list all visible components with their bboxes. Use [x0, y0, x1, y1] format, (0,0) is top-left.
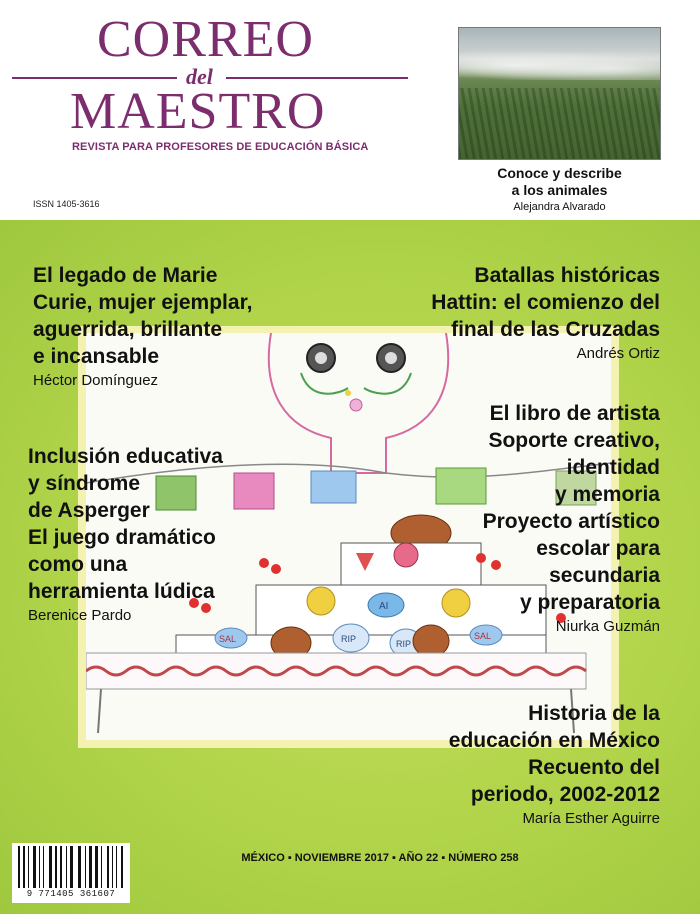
- barcode-bar: [70, 846, 73, 888]
- article-title-line: Curie, mujer ejemplar,: [33, 291, 253, 314]
- article-title-line: escolar para: [536, 537, 660, 560]
- article-batallas-historicas[interactable]: [360, 262, 660, 362]
- barcode-bars: [16, 846, 126, 888]
- article-title-line: secundaria: [549, 564, 660, 587]
- barcode-bar: [43, 846, 44, 888]
- article-inclusion-asperger[interactable]: [28, 443, 253, 624]
- skull-vine-left: [301, 373, 348, 394]
- article-title-line: y memoria: [554, 483, 660, 506]
- masthead: [0, 0, 700, 220]
- article-title-line: herramienta lúdica: [28, 580, 215, 603]
- article-libro-de-artista[interactable]: [395, 400, 660, 635]
- article-author: Andrés Ortiz: [576, 345, 660, 362]
- article-title-line: El juego dramático: [28, 526, 216, 549]
- barcode-bar: [89, 846, 92, 888]
- article-title-line: como una: [28, 553, 128, 576]
- yellow-cup: [307, 587, 335, 615]
- article-title-line: El legado de Marie: [33, 264, 218, 287]
- article-title-line: educación en México: [448, 729, 660, 752]
- article-title-line: Hattin: el comienzo del: [431, 291, 660, 314]
- feature-caption: [458, 165, 661, 199]
- article-title-line: y preparatoria: [519, 591, 660, 614]
- article-title: [360, 262, 660, 343]
- barcode-bar: [85, 846, 86, 888]
- label-rip-left: RIP: [341, 634, 357, 644]
- article-title-line: Historia de la: [528, 702, 660, 725]
- flower-red: [259, 558, 269, 568]
- article-title-line: e incansable: [33, 345, 160, 368]
- feature-caption-line: Conoce y describe: [497, 165, 622, 181]
- barcode-bar: [39, 846, 40, 888]
- label-rip-right: RIP: [396, 639, 412, 649]
- barcode-bar: [95, 846, 98, 888]
- masthead-rule-left: [12, 77, 177, 79]
- article-title-line: Soporte creativo,: [488, 429, 660, 452]
- masthead-title-correo: CORREO: [97, 11, 314, 68]
- table-leg-left: [98, 689, 101, 733]
- article-title-line: identidad: [566, 456, 660, 479]
- article-title: [395, 400, 660, 616]
- article-title-line: aguerrida, brillante: [33, 318, 223, 341]
- barcode-bar: [55, 846, 57, 888]
- barcode-bar: [66, 846, 67, 888]
- feature-caption-line: a los animales: [511, 182, 608, 198]
- article-title-line: Inclusión educativa: [28, 445, 223, 468]
- masthead-title-maestro: MAESTRO: [70, 83, 326, 140]
- article-author: Héctor Domínguez: [33, 372, 159, 389]
- article-title-line: Batallas históricas: [474, 264, 660, 287]
- issue-info: MÉXICO ▪ NOVIEMBRE 2017 ▪ AÑO 22 ▪ NÚMERO 258: [241, 852, 519, 864]
- altar-tablecloth: [86, 653, 586, 689]
- article-title: [395, 700, 660, 808]
- article-title-line: periodo, 2002-2012: [470, 783, 660, 806]
- article-title-line: de Asperger: [28, 499, 150, 522]
- article-title-line: final de las Cruzadas: [451, 318, 660, 341]
- skull-eye-left-center: [315, 352, 327, 364]
- barcode-bar: [116, 846, 117, 888]
- article-author: Niurka Guzmán: [555, 618, 660, 635]
- skull-flower: [350, 399, 362, 411]
- feature-photo-forest: [458, 27, 661, 160]
- issn-label: ISSN 1405-3616: [33, 199, 100, 209]
- article-author: Berenice Pardo: [28, 607, 132, 624]
- photo-trees: [459, 88, 660, 160]
- label-ai: AI: [379, 601, 389, 612]
- article-title: [28, 443, 253, 605]
- skull-vine-right: [364, 373, 411, 394]
- masthead-subtitle: REVISTA PARA PROFESORES DE EDUCACIÓN BÁSICA: [72, 141, 369, 153]
- masthead-title-del: del: [186, 64, 213, 89]
- article-author: María Esther Aguirre: [522, 810, 660, 827]
- feature-author: Alejandra Alvarado: [513, 201, 606, 213]
- barcode-bar: [49, 846, 52, 888]
- skull-flower-dot: [345, 390, 351, 396]
- article-title-line: Proyecto artístico: [482, 510, 660, 533]
- barcode-bar: [18, 846, 20, 888]
- article-title-line: y síndrome: [28, 472, 141, 495]
- barcode-number: 9 771405 361607: [26, 889, 116, 899]
- papel-picado-blue: [311, 471, 356, 503]
- barcode-bar: [101, 846, 102, 888]
- barcode-bar: [28, 846, 29, 888]
- label-sal-right: SAL: [474, 631, 492, 641]
- barcode-bar: [107, 846, 109, 888]
- masthead-rule-right: [226, 77, 408, 79]
- article-title: [33, 262, 293, 370]
- barcode: [12, 843, 130, 903]
- label-sal-left: SAL: [219, 634, 237, 644]
- flower-red: [271, 564, 281, 574]
- photo-clouds: [459, 50, 660, 80]
- barcode-bar: [60, 846, 62, 888]
- article-title-line: El libro de artista: [489, 402, 660, 425]
- barcode-bar: [121, 846, 123, 888]
- article-historia-educacion[interactable]: [395, 700, 660, 827]
- barcode-bar: [33, 846, 36, 888]
- barcode-bar: [112, 846, 113, 888]
- article-title-line: Recuento del: [528, 756, 660, 779]
- barcode-bar: [23, 846, 25, 888]
- barcode-bar: [78, 846, 81, 888]
- article-marie-curie[interactable]: [33, 262, 293, 389]
